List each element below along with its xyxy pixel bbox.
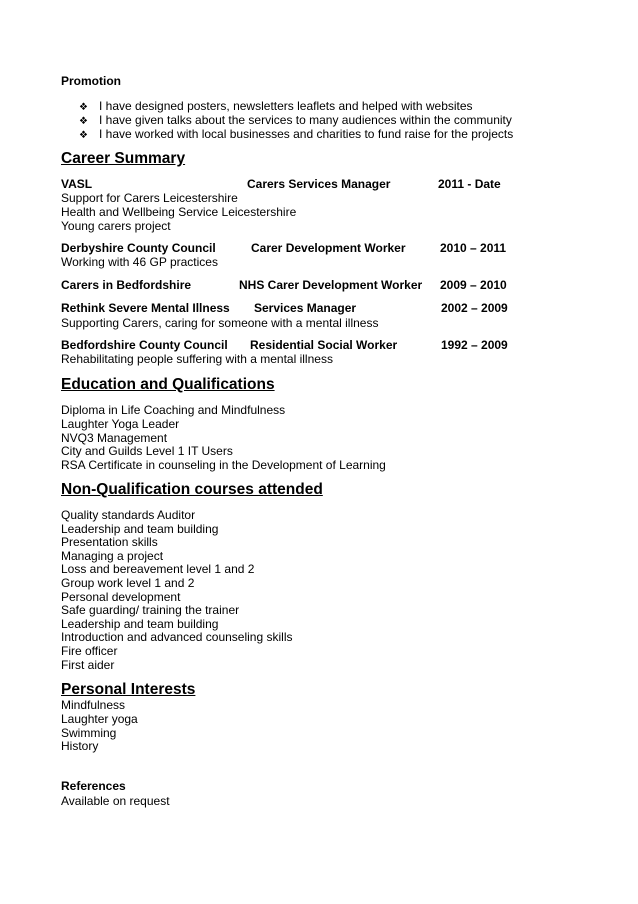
diamond-bullet-icon: ❖ <box>79 102 88 113</box>
job-role: Residential Social Worker <box>250 338 398 352</box>
job-role: NHS Carer Development Worker <box>239 278 423 292</box>
course-item: First aider <box>61 658 115 672</box>
interests-heading: Personal Interests <box>61 681 196 698</box>
job-role: Carers Services Manager <box>247 177 391 191</box>
course-item: Personal development <box>61 590 181 604</box>
promotion-bullet: ❖ I have worked with local businesses and charities to fund raise for the projects <box>79 127 514 141</box>
job-detail: Rehabilitating people suffering with a mental illness <box>61 352 333 366</box>
interest-item: Swimming <box>61 726 117 740</box>
job-org: Carers in Bedfordshire <box>61 278 192 292</box>
education-item: NVQ3 Management <box>61 431 168 445</box>
education-item: Diploma in Life Coaching and Mindfulness <box>61 403 286 417</box>
diamond-bullet-icon: ❖ <box>79 130 88 141</box>
course-item: Leadership and team building <box>61 617 219 631</box>
course-item: Quality standards Auditor <box>61 508 196 522</box>
course-item: Fire officer <box>61 644 118 658</box>
course-item: Safe guarding/ training the trainer <box>61 603 240 617</box>
promotion-bullet: ❖ I have designed posters, newsletters leaflets and helped with websites <box>79 99 473 113</box>
courses-heading: Non-Qualification courses attended <box>61 481 323 498</box>
course-item: Introduction and advanced counseling skills <box>61 630 293 644</box>
course-item: Leadership and team building <box>61 522 219 536</box>
references-title: References <box>61 779 126 793</box>
education-item: Laughter Yoga Leader <box>61 417 180 431</box>
interest-item: History <box>61 739 99 753</box>
job-date: 2009 – 2010 <box>440 278 507 292</box>
diamond-bullet-icon: ❖ <box>79 116 88 127</box>
job-detail: Supporting Carers, caring for someone with a mental illness <box>61 316 379 330</box>
education-item: RSA Certificate in counseling in the Development of Learning <box>61 458 386 472</box>
job-org: Derbyshire County Council <box>61 241 216 255</box>
interest-item: Laughter yoga <box>61 712 138 726</box>
interest-item: Mindfulness <box>61 698 126 712</box>
job-date: 2010 – 2011 <box>440 241 507 255</box>
job-date: 2011 - Date <box>438 177 501 191</box>
course-item: Loss and bereavement level 1 and 2 <box>61 562 255 576</box>
job-detail: Working with 46 GP practices <box>61 255 218 269</box>
job-detail: Young carers project <box>61 219 171 233</box>
job-detail: Support for Carers Leicestershire <box>61 191 238 205</box>
job-date: 2002 – 2009 <box>441 301 508 315</box>
references-text: Available on request <box>61 794 170 808</box>
job-date: 1992 – 2009 <box>441 338 508 352</box>
job-row <box>0 301 638 315</box>
job-org: VASL <box>61 177 93 191</box>
job-role: Carer Development Worker <box>251 241 406 255</box>
job-detail: Health and Wellbeing Service Leicestershire <box>61 205 297 219</box>
course-item: Group work level 1 and 2 <box>61 576 195 590</box>
education-item: City and Guilds Level 1 IT Users <box>61 444 233 458</box>
job-row <box>0 278 638 292</box>
education-heading: Education and Qualifications <box>61 376 275 393</box>
course-item: Managing a project <box>61 549 164 563</box>
job-role: Services Manager <box>254 301 357 315</box>
job-row <box>0 177 638 191</box>
job-org: Bedfordshire County Council <box>61 338 228 352</box>
promotion-title: Promotion <box>61 74 121 88</box>
promotion-bullet: ❖ I have given talks about the services to many audiences within the community <box>79 113 512 127</box>
course-item: Presentation skills <box>61 535 158 549</box>
career-summary-heading: Career Summary <box>61 150 186 167</box>
job-row <box>0 338 638 352</box>
job-row <box>0 241 638 255</box>
job-org: Rethink Severe Mental Illness <box>61 301 230 315</box>
